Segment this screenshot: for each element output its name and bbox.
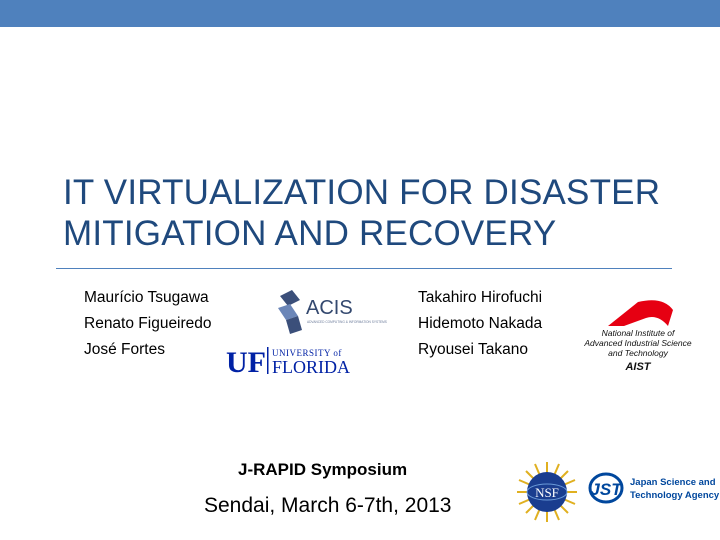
uf-line1: UNIVERSITY of — [272, 348, 342, 358]
aist-line1: National Institute of — [601, 328, 675, 338]
jst-logo — [588, 468, 720, 508]
nsf-mark: NSF — [535, 485, 559, 500]
author-name: Ryousei Takano — [418, 341, 529, 358]
author-name: Maurício Tsugawa — [84, 289, 209, 306]
title-divider — [56, 268, 672, 269]
acis-logo — [276, 290, 387, 334]
author-name: Hidemoto Nakada — [418, 315, 543, 332]
uf-logo — [226, 345, 361, 379]
slide-title — [63, 172, 703, 254]
author-name: Renato Figueiredo — [84, 315, 212, 332]
author-name: Takahiro Hirofuchi — [418, 289, 543, 306]
event-venue: Sendai, March 6-7th, 2013 — [204, 494, 452, 517]
jst-line2: Technology Agency — [630, 490, 720, 501]
authors-left — [84, 285, 212, 363]
uf-line2: FLORIDA — [272, 357, 351, 377]
authors-right — [418, 285, 542, 363]
jst-mark: JST — [590, 480, 622, 499]
event-name: J-RAPID Symposium — [238, 460, 408, 479]
aist-abbr: AIST — [625, 361, 651, 373]
acis-subtitle: ADVANCED COMPUTING & INFORMATION SYSTEMS — [307, 320, 387, 324]
aist-line3: and Technology — [608, 348, 668, 358]
author-name: José Fortes — [84, 341, 165, 358]
acis-wordmark: ACIS — [306, 297, 353, 319]
title-line-2: MITIGATION AND RECOVERY — [63, 214, 557, 253]
aist-logo — [568, 296, 708, 376]
top-accent-bar — [0, 0, 720, 27]
uf-mark: UF — [226, 346, 266, 379]
nsf-logo — [517, 462, 577, 522]
jst-line1: Japan Science and — [630, 477, 716, 488]
aist-line2: Advanced Industrial Science — [584, 338, 692, 348]
title-line-1: IT VIRTUALIZATION FOR DISASTER — [63, 173, 661, 212]
